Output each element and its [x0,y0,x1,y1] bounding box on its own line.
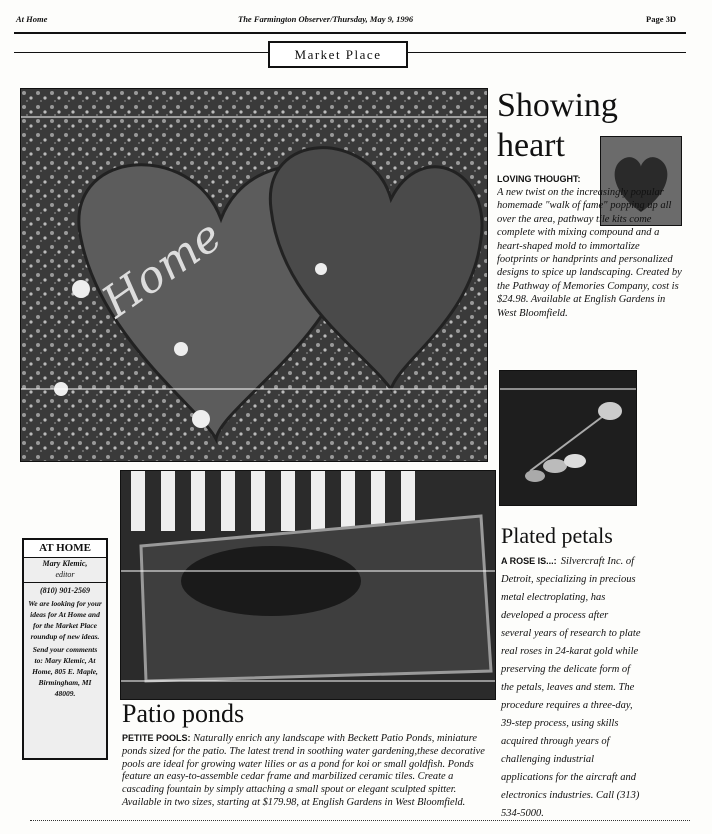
section-label: At Home [16,14,48,24]
pond-photo-image [121,471,495,699]
newspaper-dateline: The Farmington Observer/Thursday, May 9, 1996 [238,14,414,24]
header-rule [14,32,686,34]
plated-petals-kicker: A ROSE IS...: [501,556,557,566]
rose-photo [499,370,637,506]
hearts-photo [20,88,488,462]
showing-heart-headline-1: Showing [497,87,618,124]
sidebar-editor-role: editor [55,570,75,579]
page-number: Page 3D [646,14,676,24]
patio-ponds-kicker: PETITE POOLS: [122,733,191,743]
plated-petals-headline: Plated petals [501,523,613,548]
plated-petals-body: Silvercraft Inc. of Detroit, specializing in precious metal electroplating, has developed a process after several years of research to plate real roses in 24-karat gold while preserving the delicate form of the petals, leaves and stem. The procedure requires a three-day, 39-step process, using skills acquired through years of challenging industrial applications for the aircraft and electronics industries. Call (313) 534-5000. [501,556,641,819]
sidebar-title: AT HOME [24,540,106,558]
svg-text:Home: Home [93,210,231,329]
patio-ponds-story [122,732,494,810]
page-bottom-edge [30,820,690,827]
section-rule-left [14,52,268,53]
showing-heart-body: A new twist on the increasingly popular homemade "walk of fame" popping up all over the area, pathway tile kits come complete with mixing compound and a heart-shaped mold to immortalize footprints or handprints and personalized designs to spice up landscaping. Created by the Pathway of Memories Company, cost is $24.98. Available at English Gardens in West Bloomfield. [497,187,682,319]
pond-photo [120,470,496,700]
hearts-photo-image [21,89,487,461]
showing-heart-headline-2: heart [497,127,565,164]
sidebar-editor-name: Mary Klemic, [42,559,88,568]
sidebar-blurb: We are looking for your ideas for At Home and for the Market Place roundup of new ideas. [28,599,102,641]
sidebar-phone: (810) 901-2569 [24,582,106,596]
showing-heart-body-top [497,186,682,364]
plated-petals-story [501,551,641,821]
showing-heart-kicker: LOVING THOUGHT: [497,174,581,184]
section-rule-right [406,52,686,53]
rose-photo-image [500,371,636,505]
section-banner: Market Place [268,41,408,68]
patio-ponds-body: Naturally enrich any landscape with Beckett Patio Ponds, miniature ponds sized for the patio. The latest trend in soothing water gardening,these decorative pools are ideal for growing water lilies or as a pond for koi or small goldfish. Ponds feature an easy-to-assemble cedar frame and marbilized ceramic tiles. Create a cascading fountain by simply attaching a small spout or elegant sculpted spitter. Available in two sizes, starting at $179.98, at English Gardens in West Bloomfield. [122,733,485,808]
sidebar-send: Send your comments to: Mary Klemic, At Home, 805 E. Maple, Birmingham, MI 48009. [32,645,98,698]
patio-ponds-headline: Patio ponds [122,699,245,728]
at-home-sidebar [22,538,108,760]
